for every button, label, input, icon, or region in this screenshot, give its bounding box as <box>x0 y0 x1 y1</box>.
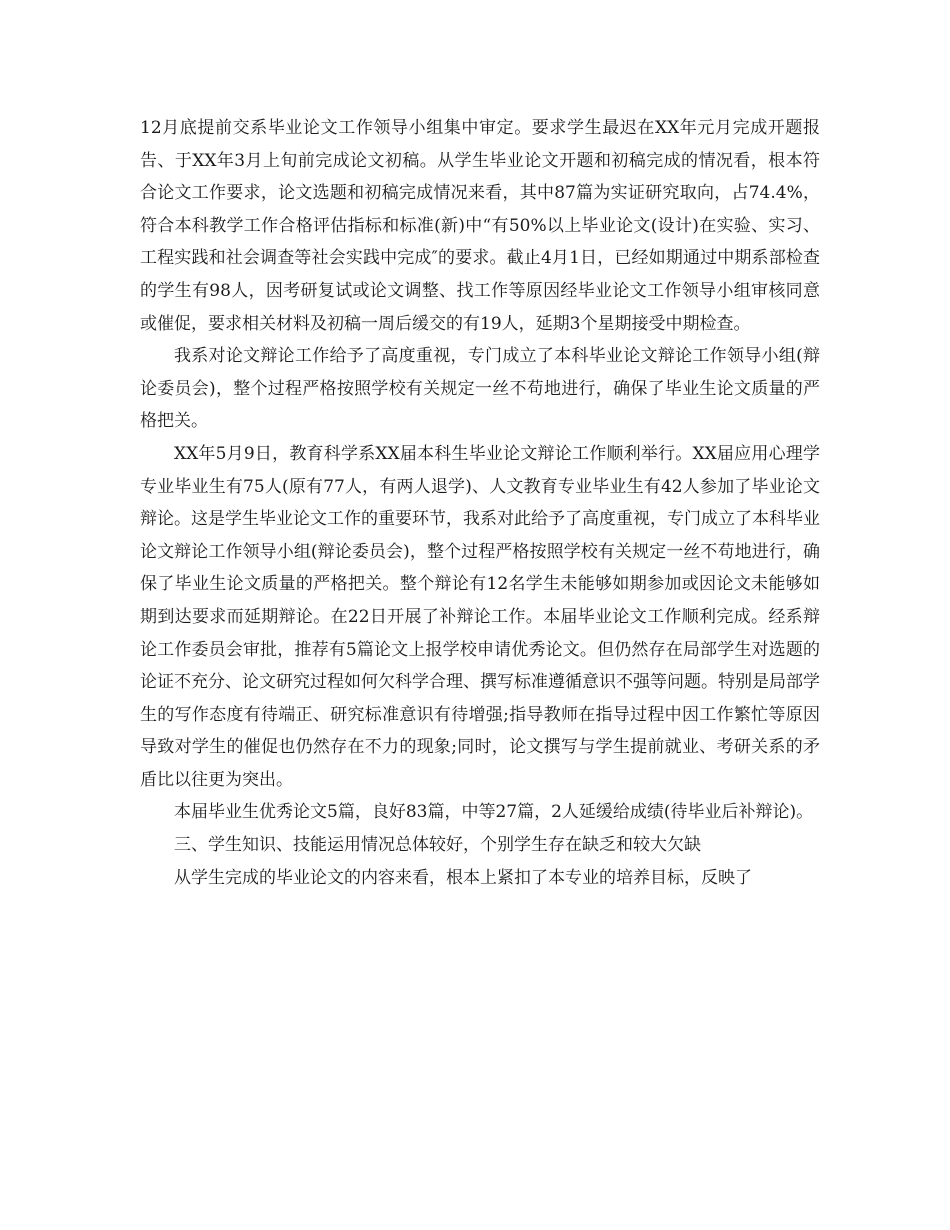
paragraph-defense-proceedings: XX年5月9日，教育科学系XX届本科生毕业论文辩论工作顺利举行。XX届应用心理学专业毕业生有75人(原有77人，有两人退学)、人文教育专业毕业生有42人参加了毕业论文辩论。这是学生毕业论文工作的重要环节，我系对此给予了高度重视，专门成立了本科毕业论文辩论工作领导小组(辩论委员会)，整个过程严格按照学校有关规定一丝不苟地进行，确保了毕业生论文质量的严格把关。整个辩论有12名学生未能够如期参加或因论文未能够如期到达要求而延期辩论。在22日开展了补辩论工作。本届毕业论文工作顺利完成。经系辩论工作委员会审批，推荐有5篇论文上报学校申请优秀论文。但仍然存在局部学生对选题的论证不充分、论文研究过程如何欠科学合理、撰写标准遵循意识不强等问题。特别是局部学生的写作态度有待端正、研究标准意识有待增强;指导教师在指导过程中因工作繁忙等原因导致对学生的催促也仍然存在不力的现象;同时，论文撰写与学生提前就业、考研关系的矛盾比以往更为突出。 <box>140 443 820 790</box>
document-body <box>140 112 820 894</box>
paragraph-defense-emphasis: 我系对论文辩论工作给予了高度重视，专门成立了本科毕业论文辩论工作领导小组(辩论委员会)，整个过程严格按照学校有关规定一丝不苟地进行，确保了毕业生论文质量的严格把关。 <box>140 346 820 432</box>
section-heading-three: 三、学生知识、技能运用情况总体较好，个别学生存在缺乏和较大欠缺 <box>174 835 701 856</box>
paragraph-content-analysis: 从学生完成的毕业论文的内容来看，根本上紧扣了本专业的培养目标，反映了 <box>174 867 752 888</box>
paragraph-results-summary: 本届毕业生优秀论文5篇，良好83篇，中等27篇，2人延缓给成绩(待毕业后补辩论)。 <box>174 802 814 823</box>
paragraph-thesis-review-schedule: 12月底提前交系毕业论文工作领导小组集中审定。要求学生最迟在XX年元月完成开题报告、于XX年3月上旬前完成论文初稿。从学生毕业论文开题和初稿完成的情况看，根本符合论文工作要求，论文选题和初稿完成情况来看，其中87篇为实证研究取向，占74.4%，符合本科教学工作合格评估指标和标准(新)中“有50%以上毕业论文(设计)在实验、实习、工程实践和社会调查等社会实践中完成″的要求。截止4月1日，已经如期通过中期系部检查的学生有98人，因考研复试或论文调整、找工作等原因经毕业论文工作领导小组审核同意或催促，要求相关材料及初稿一周后缓交的有19人，延期3个星期接受中期检查。 <box>140 118 820 334</box>
